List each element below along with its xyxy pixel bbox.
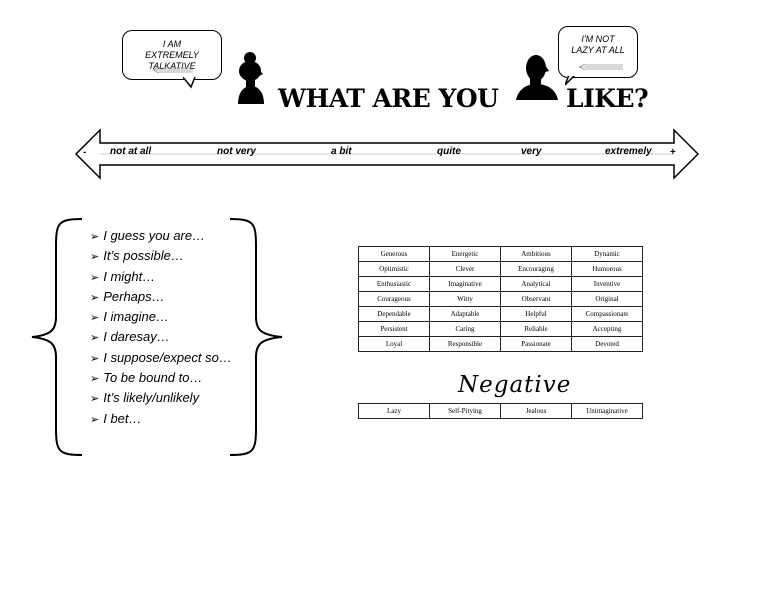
speech-bubble-not-lazy [558, 26, 638, 78]
arrow-bullet-icon: ➢ [90, 231, 100, 243]
scale-label-extremely: extremely [605, 146, 652, 157]
table-row [359, 404, 643, 419]
table-cell: Loyal [359, 337, 430, 352]
positive-adjectives-table [358, 246, 643, 352]
page-title-part2: LIKE? [566, 84, 649, 113]
list-item: ➢ I suppose/expect so… [90, 349, 232, 365]
scale-minus: - [83, 147, 87, 158]
table-cell: Reliable [501, 322, 572, 337]
scale-label-not-at-all: not at all [110, 146, 152, 157]
table-cell: Enthusiastic [359, 277, 430, 292]
table-cell: Caring [430, 322, 501, 337]
table-cell: Persistent [359, 322, 430, 337]
left-curly-brace-icon [28, 217, 88, 457]
arrow-bullet-icon: ➢ [90, 413, 100, 426]
bubble-text-not-lazy: I'M NOT LAZY AT ALL [571, 34, 625, 55]
arrow-bullet-icon: ➢ [90, 352, 100, 365]
left-arrow-icon [577, 63, 625, 71]
scale-plus: + [670, 147, 676, 158]
table-cell: Clever [430, 262, 501, 277]
woman-silhouette-icon [234, 52, 270, 104]
table-cell: Responsible [430, 337, 501, 352]
arrow-bullet-icon: ➢ [90, 373, 100, 386]
list-item: ➢ It’s likely/unlikely [90, 390, 200, 406]
man-silhouette-icon [516, 52, 560, 100]
page-title-part1: WHAT ARE YOU [278, 84, 499, 113]
list-item: ➢ I guess you are… [90, 228, 206, 243]
table-cell: Devoted [572, 337, 643, 352]
table-cell: Dynamic [572, 247, 643, 262]
list-item: ➢ I daresay… [90, 329, 170, 345]
table-cell: Self-Pitying [430, 404, 501, 419]
table-cell: Compassionate [572, 307, 643, 322]
table-cell: Energetic [430, 247, 501, 262]
list-item: ➢ It’s possible… [90, 248, 184, 264]
list-item: ➢ I imagine… [90, 309, 169, 325]
table-cell: Analytical [501, 277, 572, 292]
speech-bubble-talkative [122, 30, 222, 80]
bubble-text-talkative: I AM EXTREMELY TALKATIVE [145, 39, 199, 71]
scale-label-very: very [521, 146, 542, 157]
table-cell: Optimistic [359, 262, 430, 277]
hedging-phrases-list [90, 226, 232, 429]
negative-adjectives-table [358, 403, 643, 419]
bubble-tail-icon [183, 77, 199, 89]
table-cell: Witty [430, 292, 501, 307]
table-cell: Imaginative [430, 277, 501, 292]
table-cell: Lazy [359, 404, 430, 419]
table-cell: Passionate [501, 337, 572, 352]
scale-label-a-bit: a bit [331, 146, 352, 157]
arrow-bullet-icon: ➢ [90, 291, 100, 304]
list-item: ➢ To be bound to… [90, 370, 203, 386]
table-cell: Inventive [572, 277, 643, 292]
arrow-bullet-icon: ➢ [90, 312, 100, 325]
scale-label-quite: quite [437, 146, 461, 157]
table-row [359, 307, 643, 322]
table-cell: Courageous [359, 292, 430, 307]
table-cell: Adaptable [430, 307, 501, 322]
table-row [359, 292, 643, 307]
table-cell: Observant [501, 292, 572, 307]
list-item: ➢ I might… [90, 268, 156, 284]
table-cell: Unimaginative [572, 404, 643, 419]
left-arrow-icon [151, 66, 195, 74]
table-cell: Helpful [501, 307, 572, 322]
table-cell: Ambitious [501, 247, 572, 262]
table-cell: Generous [359, 247, 430, 262]
table-cell: Original [572, 292, 643, 307]
table-row [359, 337, 643, 352]
table-cell: Accepting [572, 322, 643, 337]
list-item: ➢ I bet… [90, 410, 142, 426]
table-row [359, 277, 643, 292]
table-row [359, 247, 643, 262]
arrow-bullet-icon: ➢ [90, 332, 100, 345]
negative-heading: Negative [458, 372, 572, 398]
arrow-bullet-icon: ➢ [90, 251, 100, 264]
table-cell: Jealous [501, 404, 572, 419]
table-cell: Encouraging [501, 262, 572, 277]
right-curly-brace-icon [226, 217, 286, 457]
arrow-bullet-icon: ➢ [90, 271, 100, 284]
table-cell: Dependable [359, 307, 430, 322]
arrow-bullet-icon: ➢ [90, 393, 100, 406]
table-row [359, 322, 643, 337]
table-cell: Humorous [572, 262, 643, 277]
table-row [359, 262, 643, 277]
list-item: ➢ Perhaps… [90, 288, 165, 304]
scale-label-not-very: not very [217, 146, 256, 157]
